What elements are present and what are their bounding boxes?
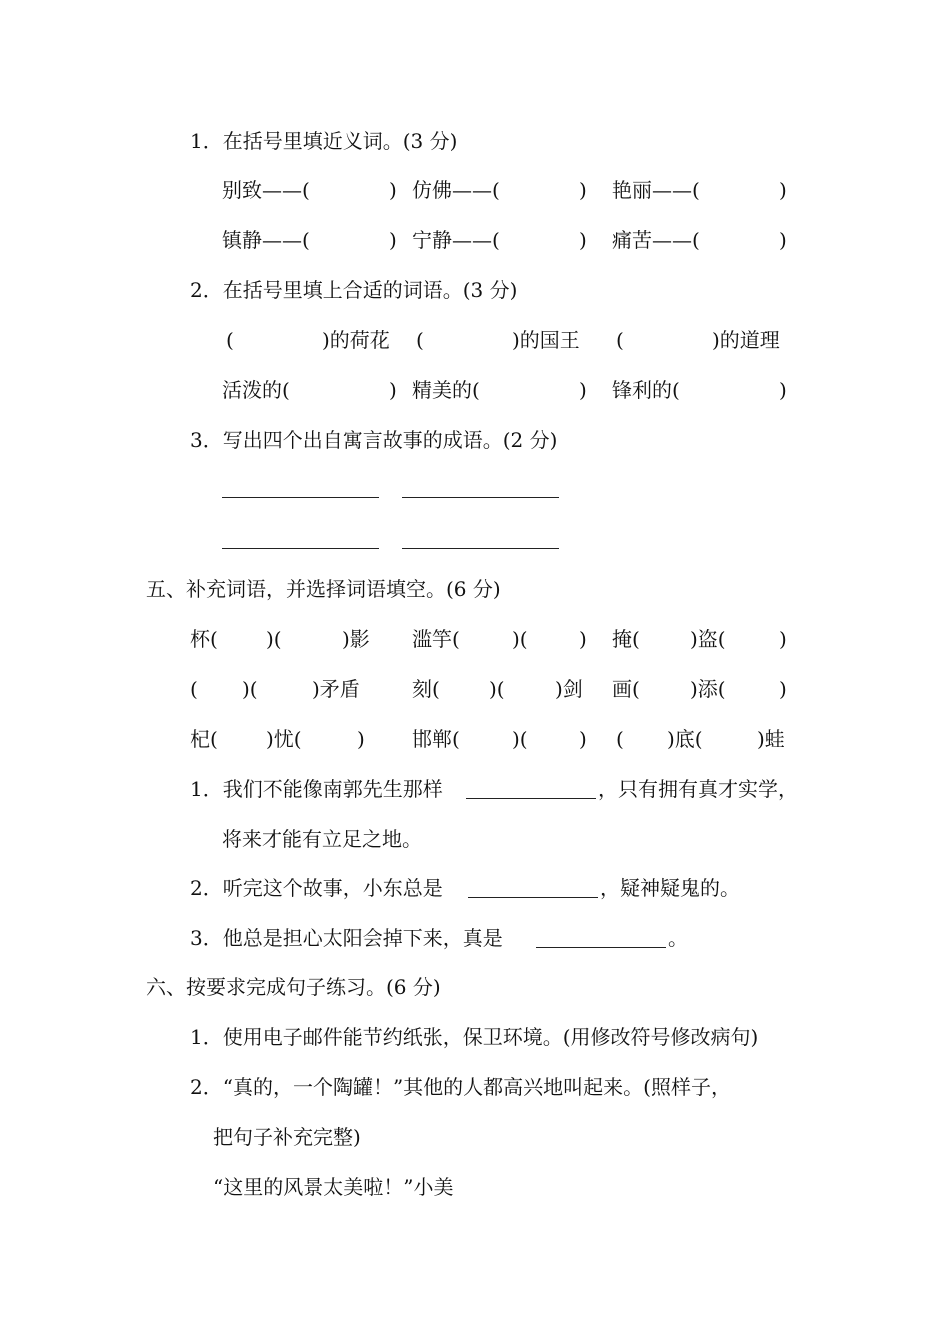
idiom-8a: 邯郸(	[412, 727, 460, 751]
idiom-5c: )剑	[555, 677, 583, 701]
q2-r2-item2: 精美的(	[412, 378, 480, 402]
idiom-5b: )(	[489, 677, 505, 701]
sentence-q2-example: “这里的风景太美啦！”小美	[213, 1175, 454, 1199]
idiom-3c: )	[779, 627, 787, 651]
q1-r2-close3: )	[779, 228, 787, 252]
idiom-4a: (	[190, 677, 198, 701]
q2-r1-open1: (	[226, 328, 234, 352]
fill-q3-blank[interactable]	[536, 947, 666, 948]
idiom-8b: )(	[512, 727, 528, 751]
q2-r1-item2: )的国王	[512, 328, 580, 352]
q1-r2-close1: )	[389, 228, 397, 252]
q1-r1-close3: )	[779, 178, 787, 202]
idiom-9c: )蛙	[757, 727, 785, 751]
q2-r1-item3: )的道理	[712, 328, 780, 352]
fill-q2-prefix: 2．听完这个故事，小东总是	[190, 876, 443, 900]
sentence-q2: 2．“真的，一个陶罐！”其他的人都高兴地叫起来。(照样子，	[190, 1075, 731, 1099]
idiom-blank-1[interactable]	[222, 497, 379, 498]
q1-r1-close2: )	[579, 178, 587, 202]
q2-r2-close2: )	[579, 378, 587, 402]
idiom-5a: 刻(	[412, 677, 440, 701]
idiom-6b: )添(	[690, 677, 726, 701]
idiom-3b: )盗(	[690, 627, 726, 651]
q1-r2-item1: 镇静——(	[222, 228, 310, 252]
idiom-7c: )	[357, 727, 365, 751]
section-6-title: 六、按要求完成句子练习。(6 分)	[146, 975, 441, 999]
idiom-2b: )(	[512, 627, 528, 651]
q1-r2-item2: 宁静——(	[412, 228, 500, 252]
q1-r1-item1: 别致——(	[222, 178, 310, 202]
q1-r1-item3: 艳丽——(	[612, 178, 700, 202]
q2-r1-open3: (	[616, 328, 624, 352]
idiom-6a: 画(	[612, 677, 640, 701]
idiom-4c: )矛盾	[312, 677, 360, 701]
idiom-3a: 掩(	[612, 627, 640, 651]
fill-q3-prefix: 3．他总是担心太阳会掉下来，真是	[190, 926, 503, 950]
idiom-blank-3[interactable]	[222, 548, 379, 549]
q2-r2-item1: 活泼的(	[222, 378, 290, 402]
sentence-q2-continuation: 把句子补充完整)	[213, 1125, 361, 1149]
idiom-7a: 杞(	[190, 727, 218, 751]
idiom-8c: )	[579, 727, 587, 751]
idiom-1c: )影	[342, 627, 370, 651]
fill-q1-prefix: 1．我们不能像南郭先生那样	[190, 777, 443, 801]
q1-title: 1．在括号里填近义词。(3 分)	[190, 129, 458, 153]
q2-r1-open2: (	[416, 328, 424, 352]
q2-r2-item3: 锋利的(	[612, 378, 680, 402]
idiom-blank-4[interactable]	[402, 548, 559, 549]
fill-q1-suffix: ，只有拥有真才实学，	[598, 777, 798, 801]
idiom-blank-2[interactable]	[402, 497, 559, 498]
q1-r1-close1: )	[389, 178, 397, 202]
q1-r2-close2: )	[579, 228, 587, 252]
idiom-6c: )	[779, 677, 787, 701]
fill-q2-suffix: ，疑神疑鬼的。	[600, 876, 740, 900]
idiom-2c: )	[579, 627, 587, 651]
idiom-9a: (	[616, 727, 624, 751]
sentence-q1: 1．使用电子邮件能节约纸张，保卫环境。(用修改符号修改病句)	[190, 1025, 759, 1049]
idiom-9b: )底(	[667, 727, 703, 751]
q2-r1-item1: )的荷花	[322, 328, 390, 352]
fill-q2-blank[interactable]	[468, 897, 598, 898]
fill-q3-suffix: 。	[668, 926, 688, 950]
q2-r2-close1: )	[389, 378, 397, 402]
idiom-7b: )忧(	[266, 727, 302, 751]
idiom-2a: 滥竽(	[412, 627, 460, 651]
q2-r2-close3: )	[779, 378, 787, 402]
q3-title: 3．写出四个出自寓言故事的成语。(2 分)	[190, 428, 558, 452]
section-5-title: 五、补充词语，并选择词语填空。(6 分)	[146, 577, 501, 601]
fill-q1-blank[interactable]	[466, 798, 596, 799]
q2-title: 2．在括号里填上合适的词语。(3 分)	[190, 278, 518, 302]
q1-r2-item3: 痛苦——(	[612, 228, 700, 252]
fill-q1-continuation: 将来才能有立足之地。	[222, 827, 422, 851]
q1-r1-item2: 仿佛——(	[412, 178, 500, 202]
idiom-4b: )(	[242, 677, 258, 701]
idiom-1a: 杯(	[190, 627, 218, 651]
idiom-1b: )(	[266, 627, 282, 651]
